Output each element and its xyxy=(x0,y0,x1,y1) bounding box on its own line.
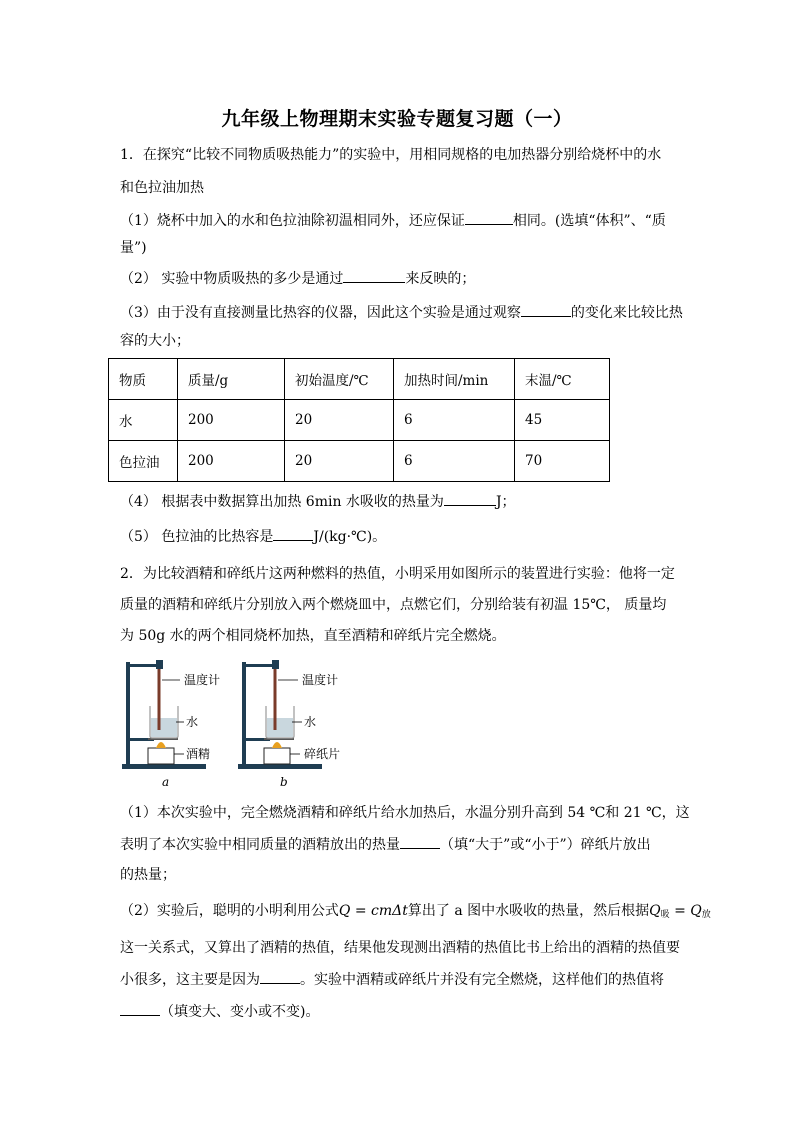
thermometer-label-a: 温度计 xyxy=(184,673,221,687)
q2-stem-line-3: 为 50g 水的两个相同烧杯加热，直至酒精和碎纸片完全燃烧。 xyxy=(120,628,506,644)
q1-part2-line xyxy=(120,268,475,289)
q2-part2-answer-blank-2[interactable] xyxy=(120,1001,160,1016)
equals-sign: = xyxy=(669,903,691,919)
q2-part2-line-1 xyxy=(120,901,711,925)
q2-part2-text-e: 。实验中酒精或碎纸片并没有完全燃烧，这样他们的热值将 xyxy=(300,972,664,988)
stand-rod-icon xyxy=(242,662,246,765)
q2-part1-line-1: （1）本次实验中，完全燃烧酒精和碎纸片给水加热后，水温分别升高到 54 ℃和 21 ℃，这 xyxy=(120,805,690,821)
q1-part4-text-a: （4） 根据表中数据算出加热 6min 水吸收的热量为 xyxy=(120,494,444,510)
q1-stem-line-1: 1．在探究“比较不同物质吸热能力”的实验中，用相同规格的电加热器分别给烧杯中的水 xyxy=(120,147,662,163)
table-header-row xyxy=(109,359,610,400)
table-header-cell: 初始温度/℃ xyxy=(285,359,394,400)
table-cell: 70 xyxy=(515,441,610,482)
q2-part2-text-b: 算出了 a 图中水吸收的热量，然后根据 xyxy=(407,903,650,919)
q1-part2-text-a: （2） 实验中物质吸热的多少是通过 xyxy=(120,271,344,287)
table-cell: 6 xyxy=(394,400,515,441)
q2-part1-line-2 xyxy=(120,834,651,855)
q2-part1-line-3: 的热量； xyxy=(120,867,176,883)
q-absorbed-subscript: 吸 xyxy=(660,910,670,920)
q1-part1-text-b: 相同。(选填“体积”、“质 xyxy=(512,213,666,229)
clamp-icon xyxy=(156,660,163,669)
q1-part3-answer-blank[interactable] xyxy=(521,302,571,317)
q1-part3-line-1 xyxy=(120,302,683,323)
q1-part3-text-b: 的变化来比较比热 xyxy=(570,305,683,321)
q2-part2-line-3 xyxy=(120,969,664,990)
q1-part5-text-b: J/(kg·℃)。 xyxy=(313,529,387,545)
setup-b xyxy=(238,660,340,789)
q1-part5-line xyxy=(120,526,386,547)
apparatus-figure xyxy=(122,656,362,792)
water-label-b: 水 xyxy=(304,715,317,729)
q1-part5-text-a: （5） 色拉油的比热容是 xyxy=(120,529,274,545)
q2-part2-answer-blank-1[interactable] xyxy=(260,969,300,984)
page-title: 九年级上物理期末实验专题复习题（一） xyxy=(221,108,573,130)
q1-part1-text-a: （1）烧杯中加入的水和色拉油除初温相同外，还应保证 xyxy=(120,213,465,229)
q1-part2-text-b: 来反映的； xyxy=(405,271,476,287)
q1-part4-answer-blank[interactable] xyxy=(444,491,496,506)
experiment-data-table xyxy=(108,358,610,482)
q-absorbed-symbol: Q xyxy=(649,903,661,919)
q2-part2-text-f: （填变大、变小或不变)。 xyxy=(160,1004,320,1020)
table-row xyxy=(109,441,610,482)
stand-base-icon xyxy=(122,764,206,769)
burner-icon xyxy=(264,748,290,764)
q1-part1-line-2: 量”) xyxy=(120,240,147,256)
clamp-icon xyxy=(272,660,279,669)
water-icon xyxy=(267,718,293,737)
clamp-arm-icon xyxy=(126,664,160,667)
clamp-arm-icon xyxy=(242,664,276,667)
fuel-label-a: 酒精 xyxy=(186,747,211,761)
caption-a: a xyxy=(162,775,170,789)
flame-icon xyxy=(272,742,282,748)
table-header-cell: 物质 xyxy=(109,359,178,400)
table-header-cell: 末温/℃ xyxy=(515,359,610,400)
table-cell: 200 xyxy=(178,441,285,482)
water-icon xyxy=(151,718,177,737)
q1-part4-line xyxy=(120,491,516,512)
table-cell: 色拉油 xyxy=(109,441,178,482)
q2-stem-line-1: 2．为比较酒精和碎纸片这两种燃料的热值，小明采用如图所示的装置进行实验：他将一定 xyxy=(120,566,675,582)
q2-stem-line-2: 质量的酒精和碎纸片分别放入两个燃烧皿中，点燃它们，分别给装有初温 15℃， 质量均 xyxy=(120,597,667,613)
apparatus-diagram xyxy=(122,656,362,792)
table-cell: 45 xyxy=(515,400,610,441)
stand-rod-icon xyxy=(126,662,130,765)
q1-part3-text-a: （3）由于没有直接测量比热容的仪器，因此这个实验是通过观察 xyxy=(120,305,521,321)
q2-part1-text-c: （填“大于”或“小于”）碎纸片放出 xyxy=(440,837,651,853)
q-released-symbol: Q xyxy=(690,903,702,919)
thermometer-label-b: 温度计 xyxy=(302,673,339,687)
burner-icon xyxy=(148,748,174,764)
q1-part5-answer-blank[interactable] xyxy=(273,526,313,541)
water-label-a: 水 xyxy=(186,715,199,729)
q1-part3-line-2: 容的大小； xyxy=(120,333,190,349)
q1-stem-line-2: 和色拉油加热 xyxy=(120,180,204,196)
table-cell: 水 xyxy=(109,400,178,441)
q1-part1-line-1 xyxy=(120,210,666,231)
table-cell: 6 xyxy=(394,441,515,482)
fuel-label-b: 碎纸片 xyxy=(304,747,341,761)
heat-formula: Q = cmΔt xyxy=(338,903,408,919)
q2-part1-answer-blank[interactable] xyxy=(400,834,440,849)
q-released-subscript: 放 xyxy=(701,910,711,920)
table-header-cell: 加热时间/min xyxy=(394,359,515,400)
table-cell: 20 xyxy=(285,441,394,482)
setup-a xyxy=(122,660,220,789)
table-header-cell: 质量/g xyxy=(178,359,285,400)
q2-part2-line-4 xyxy=(120,1001,319,1022)
table-cell: 200 xyxy=(178,400,285,441)
table-cell: 20 xyxy=(285,400,394,441)
table-row xyxy=(109,400,610,441)
q2-part2-line-2: 这一关系式，又算出了酒精的热值，结果他发现测出酒精的热值比书上给出的酒精的热值要 xyxy=(120,940,680,956)
q2-part1-text-b: 表明了本次实验中相同质量的酒精放出的热量 xyxy=(120,837,400,853)
caption-b: b xyxy=(280,775,288,789)
q2-part2-text-d: 小很多，这主要是因为 xyxy=(120,972,260,988)
q1-part4-text-b: J； xyxy=(495,494,516,510)
q1-part2-answer-blank[interactable] xyxy=(343,268,405,283)
flame-icon xyxy=(156,742,166,748)
stand-base-icon xyxy=(238,764,322,769)
q2-part2-text-a: （2）实验后，聪明的小明利用公式 xyxy=(120,903,339,919)
q1-part1-answer-blank[interactable] xyxy=(465,210,513,225)
